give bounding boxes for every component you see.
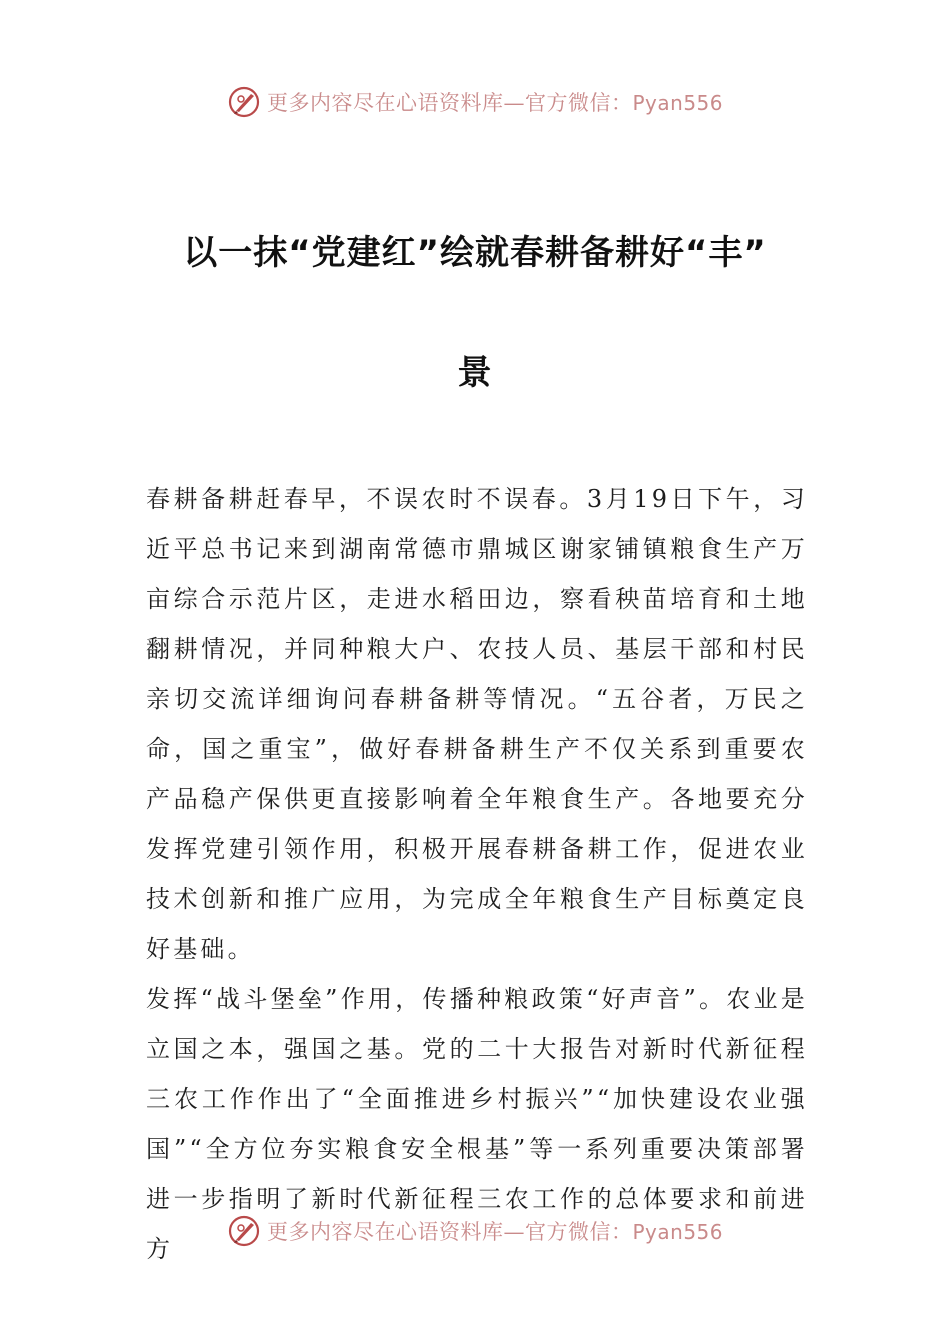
watermark-text <box>267 1216 723 1246</box>
body-paragraph-2: 发挥“战斗堡垒”作用，传播种粮政策“好声音”。农业是立国之本，强国之基。党的二十大报告对新时代新征程三农工作作出了“全面推进乡村振兴”“加快建设农业强国”“全方位夯实粮食安全根基”等一系列重要决策部署进一步指明了新时代新征程三农工作的总体要求和前进方 <box>146 985 808 1263</box>
document-title-line-1: 以一抹“党建红”绘就春耕备耕好“丰” <box>183 233 767 273</box>
watermark-wechat-id: Pyan556 <box>632 91 723 115</box>
document-title-line-2: 景 <box>457 353 493 393</box>
watermark-wechat-id: Pyan556 <box>632 1220 723 1244</box>
footer-watermark <box>0 1211 950 1251</box>
watermark-label: 更多内容尽在心语资料库—官方微信： <box>266 1220 633 1244</box>
watermark-label: 更多内容尽在心语资料库—官方微信： <box>266 91 633 115</box>
header-watermark <box>0 82 950 122</box>
quill-logo-icon <box>227 1214 261 1248</box>
watermark-text <box>267 87 723 117</box>
quill-logo-icon <box>227 85 261 119</box>
document-body <box>146 474 808 1274</box>
body-paragraph-1: 春耕备耕赶春早，不误农时不误春。3月19日下午，习近平总书记来到湖南常德市鼎城区谢家铺镇粮食生产万亩综合示范片区，走进水稻田边，察看秧苗培育和土地翻耕情况，并同种粮大户、农技人员、基层干部和村民亲切交流详细询问春耕备耕等情况。“五谷者，万民之命，国之重宝”，做好春耕备耕生产不仅关系到重要农产品稳产保供更直接影响着全年粮食生产。各地要充分发挥党建引领作用，积极开展春耕备耕工作，促进农业技术创新和推广应用，为完成全年粮食生产目标奠定良好基础。 <box>146 485 808 963</box>
